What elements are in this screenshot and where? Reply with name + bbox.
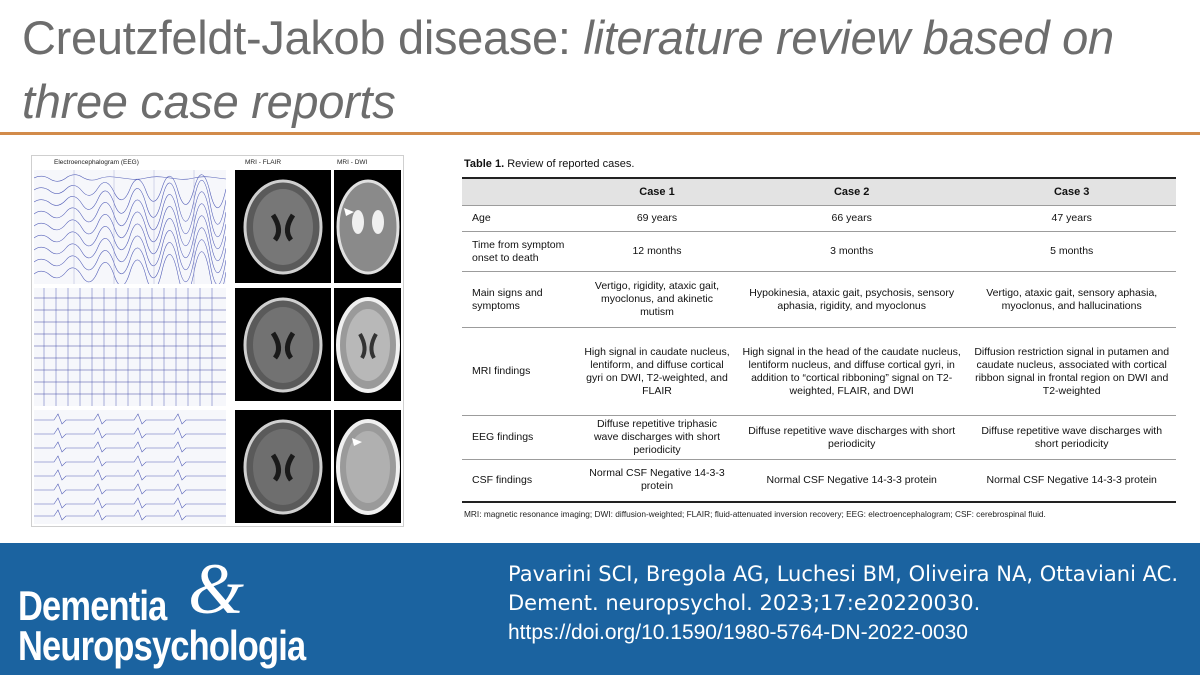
table-cell: Diffuse repetitive wave discharges with short periodicity	[967, 416, 1176, 460]
row-label: Main signs and symptoms	[462, 272, 578, 328]
table-cell: Diffuse repetitive wave discharges with short periodicity	[736, 416, 967, 460]
mri-dwi-case-3	[334, 410, 401, 523]
brain-flair-image	[235, 410, 331, 523]
table-cell: 12 months	[578, 232, 736, 272]
row-label: MRI findings	[462, 328, 578, 416]
citation-text: Pavarini SCI, Bregola AG, Luchesi BM, Oliveira NA, Ottaviani AC. Dement. neuropsychol. 2023;17:e20220030.	[508, 562, 1178, 615]
table-cell: Diffuse repetitive triphasic wave discharges with short periodicity	[578, 416, 736, 460]
table-cell: Vertigo, rigidity, ataxic gait, myoclonus, and akinetic mutism	[578, 272, 736, 328]
row-label: Age	[462, 206, 578, 232]
table-header-case-3: Case 3	[967, 178, 1176, 206]
table-cell: 47 years	[967, 206, 1176, 232]
mri-dwi-case-2	[334, 288, 401, 401]
table-cell: Normal CSF Negative 14-3-3 protein	[967, 460, 1176, 502]
table-row	[462, 328, 1176, 416]
citation	[508, 560, 1178, 647]
eeg-waveform-image	[34, 410, 226, 524]
table-row	[462, 206, 1176, 232]
brain-dwi-image	[334, 288, 401, 401]
row-label: EEG findings	[462, 416, 578, 460]
table-header-case-2: Case 2	[736, 178, 967, 206]
table-row	[462, 460, 1176, 502]
table-cell: Normal CSF Negative 14-3-3 protein	[736, 460, 967, 502]
table-row	[462, 232, 1176, 272]
row-label: CSF findings	[462, 460, 578, 502]
title-divider	[0, 132, 1200, 135]
table-cell: High signal in the head of the caudate nucleus, lentiform nucleus, and diffuse cortical gyri, in addition to “cortical ribboning” signal on T2-weighted, FLAIR, and DWI	[736, 328, 967, 416]
brain-flair-image	[235, 170, 331, 283]
table-cell: Normal CSF Negative 14-3-3 protein	[578, 460, 736, 502]
logo-line-2: Neuropsychologia	[18, 622, 306, 669]
brain-dwi-image	[334, 170, 401, 283]
mri-flair-case-2	[235, 288, 331, 401]
table-header-row	[462, 178, 1176, 206]
case-review-table	[462, 177, 1176, 503]
table-row	[462, 416, 1176, 460]
eeg-mri-figure	[31, 155, 404, 527]
table-cell: Diffusion restriction signal in putamen and caudate nucleus, associated with cortical ribbon signal in frontal region on DWI and T2-weighted	[967, 328, 1176, 416]
eeg-waveform-image	[34, 170, 226, 284]
figure-header-dwi: MRI - DWI	[337, 159, 368, 166]
table-cell: Vertigo, ataxic gait, sensory aphasia, myoclonus, and hallucinations	[967, 272, 1176, 328]
table-cell: 5 months	[967, 232, 1176, 272]
table-header-blank	[462, 178, 578, 206]
case-review-table-block	[462, 158, 1180, 519]
table-caption: Table 1. Review of reported cases.	[464, 158, 635, 170]
mri-dwi-case-1	[334, 170, 401, 283]
figure-header-flair: MRI - FLAIR	[245, 159, 282, 166]
mri-flair-case-1	[235, 170, 331, 283]
eeg-waveform-image	[34, 288, 226, 406]
mri-flair-case-3	[235, 410, 331, 523]
eeg-trace-case-1	[34, 170, 226, 284]
table-cell: 66 years	[736, 206, 967, 232]
table-footnote: MRI: magnetic resonance imaging; DWI: diffusion-weighted; FLAIR; fluid-attenuated inversion recovery; EEG: electroencephalogram; CSF: cerebrospinal fluid.	[464, 508, 1046, 519]
logo-ampersand: &	[188, 549, 245, 629]
table-cell: Hypokinesia, ataxic gait, psychosis, sensory aphasia, rigidity, and myoclonus	[736, 272, 967, 328]
title-italic: literature review based on three case reports	[22, 11, 1114, 128]
table-cell: High signal in caudate nucleus, lentiform, and diffuse cortical gyri on DWI, T2-weighted, and FLAIR	[578, 328, 736, 416]
page-title	[22, 6, 1182, 134]
row-label: Time from symptom onset to death	[462, 232, 578, 272]
table-header-case-1: Case 1	[578, 178, 736, 206]
eeg-trace-case-2	[34, 288, 226, 406]
doi-link[interactable]: https://doi.org/10.1590/1980-5764-DN-2022-0030	[508, 621, 968, 644]
eeg-trace-case-3	[34, 410, 226, 524]
logo-line-1: Dementia	[18, 582, 167, 629]
title-plain: Creutzfeldt-Jakob disease:	[22, 11, 584, 64]
figure-header	[32, 156, 403, 170]
brain-dwi-image	[334, 410, 401, 523]
figure-header-eeg: Electroencephalogram (EEG)	[54, 159, 139, 166]
table-cell: 69 years	[578, 206, 736, 232]
journal-logo	[18, 549, 398, 669]
brain-flair-image	[235, 288, 331, 401]
table-cell: 3 months	[736, 232, 967, 272]
table-row	[462, 272, 1176, 328]
